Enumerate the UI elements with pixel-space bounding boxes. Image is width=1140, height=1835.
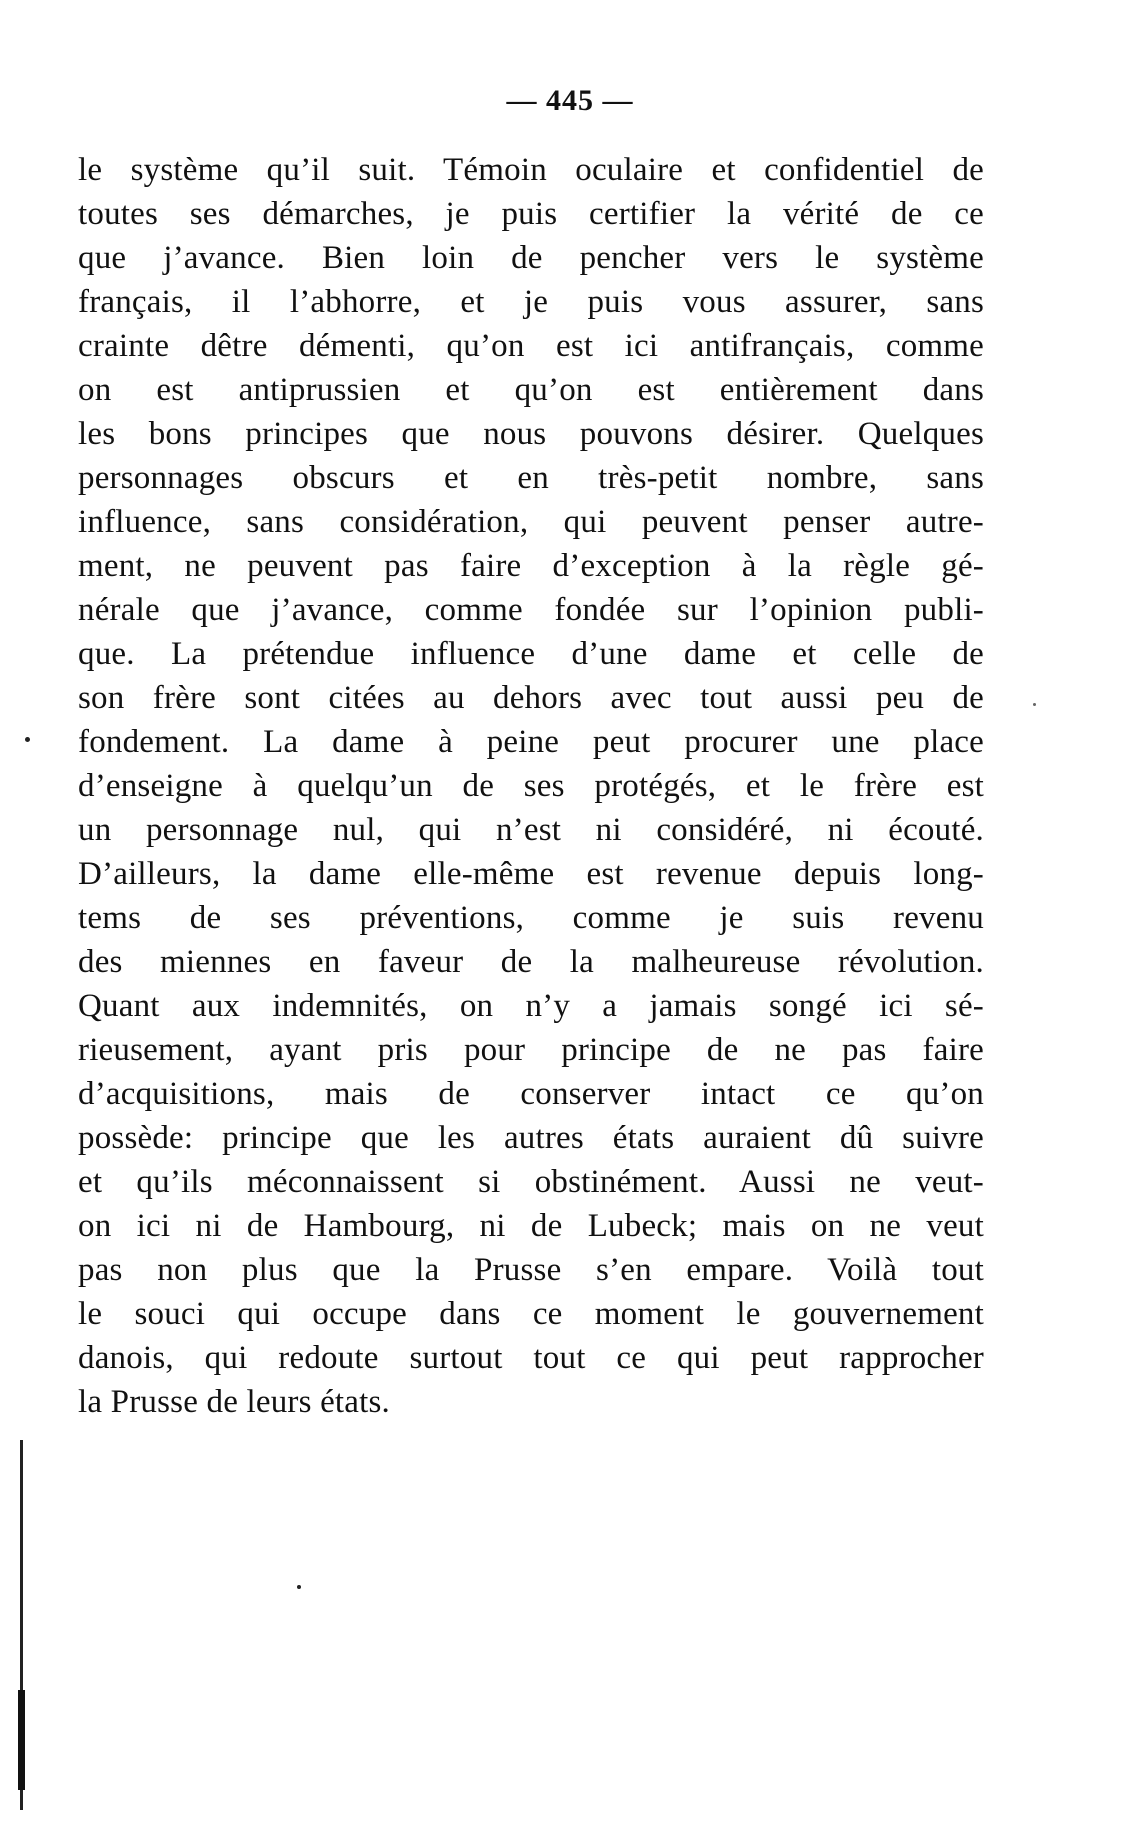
scan-speck — [297, 1585, 301, 1589]
text-line: personnages obscurs et en très-petit nombre, sans — [78, 460, 984, 496]
text-line: danois, qui redoute surtout tout ce qui peut rapprocher — [78, 1340, 984, 1376]
text-line: crainte dêtre démenti, qu’on est ici antifrançais, comme — [78, 328, 984, 364]
text-line: d’enseigne à quelqu’un de ses protégés, et le frère est — [78, 768, 984, 804]
text-line-last: la Prusse de leurs états. — [78, 1384, 391, 1420]
text-line: d’acquisitions, mais de conserver intact ce qu’on — [78, 1076, 984, 1112]
body-text — [78, 148, 984, 1424]
text-line: que j’avance. Bien loin de pencher vers le système — [78, 240, 984, 276]
text-line: pas non plus que la Prusse s’en empare. Voilà tout — [78, 1252, 984, 1288]
text-line: D’ailleurs, la dame elle-même est revenue depuis long- — [78, 856, 984, 892]
text-line: le système qu’il suit. Témoin oculaire et confidentiel de — [78, 152, 984, 188]
text-line: les bons principes que nous pouvons désirer. Quelques — [78, 416, 984, 452]
text-line: rieusement, ayant pris pour principe de ne pas faire — [78, 1032, 984, 1068]
text-line: français, il l’abhorre, et je puis vous assurer, sans — [78, 284, 984, 320]
text-line: possède: principe que les autres états auraient dû suivre — [78, 1120, 984, 1156]
text-line: le souci qui occupe dans ce moment le gouvernement — [78, 1296, 984, 1332]
scan-speck — [1033, 703, 1036, 706]
text-line: tems de ses préventions, comme je suis revenu — [78, 900, 984, 936]
text-line: nérale que j’avance, comme fondée sur l’opinion publi- — [78, 592, 984, 628]
text-line: toutes ses démarches, je puis certifier la vérité de ce — [78, 196, 984, 232]
text-line: son frère sont citées au dehors avec tout aussi peu de — [78, 680, 984, 716]
text-line: un personnage nul, qui n’est ni considéré, ni écouté. — [78, 812, 984, 848]
text-line: on est antiprussien et qu’on est entièrement dans — [78, 372, 984, 408]
text-line: influence, sans considération, qui peuvent penser autre- — [78, 504, 984, 540]
text-line: que. La prétendue influence d’une dame et celle de — [78, 636, 984, 672]
text-line: des miennes en faveur de la malheureuse révolution. — [78, 944, 984, 980]
scan-speck — [25, 737, 30, 742]
page-number: — 445 — — [506, 84, 634, 117]
text-line: fondement. La dame à peine peut procurer une place — [78, 724, 984, 760]
text-line: Quant aux indemnités, on n’y a jamais songé ici sé- — [78, 988, 984, 1024]
text-line: on ici ni de Hambourg, ni de Lubeck; mais on ne veut — [78, 1208, 984, 1244]
text-line: ment, ne peuvent pas faire d’exception à la règle gé- — [78, 548, 984, 584]
text-line: et qu’ils méconnaissent si obstinément. Aussi ne veut- — [78, 1164, 984, 1200]
scan-margin-mark — [18, 1690, 25, 1790]
